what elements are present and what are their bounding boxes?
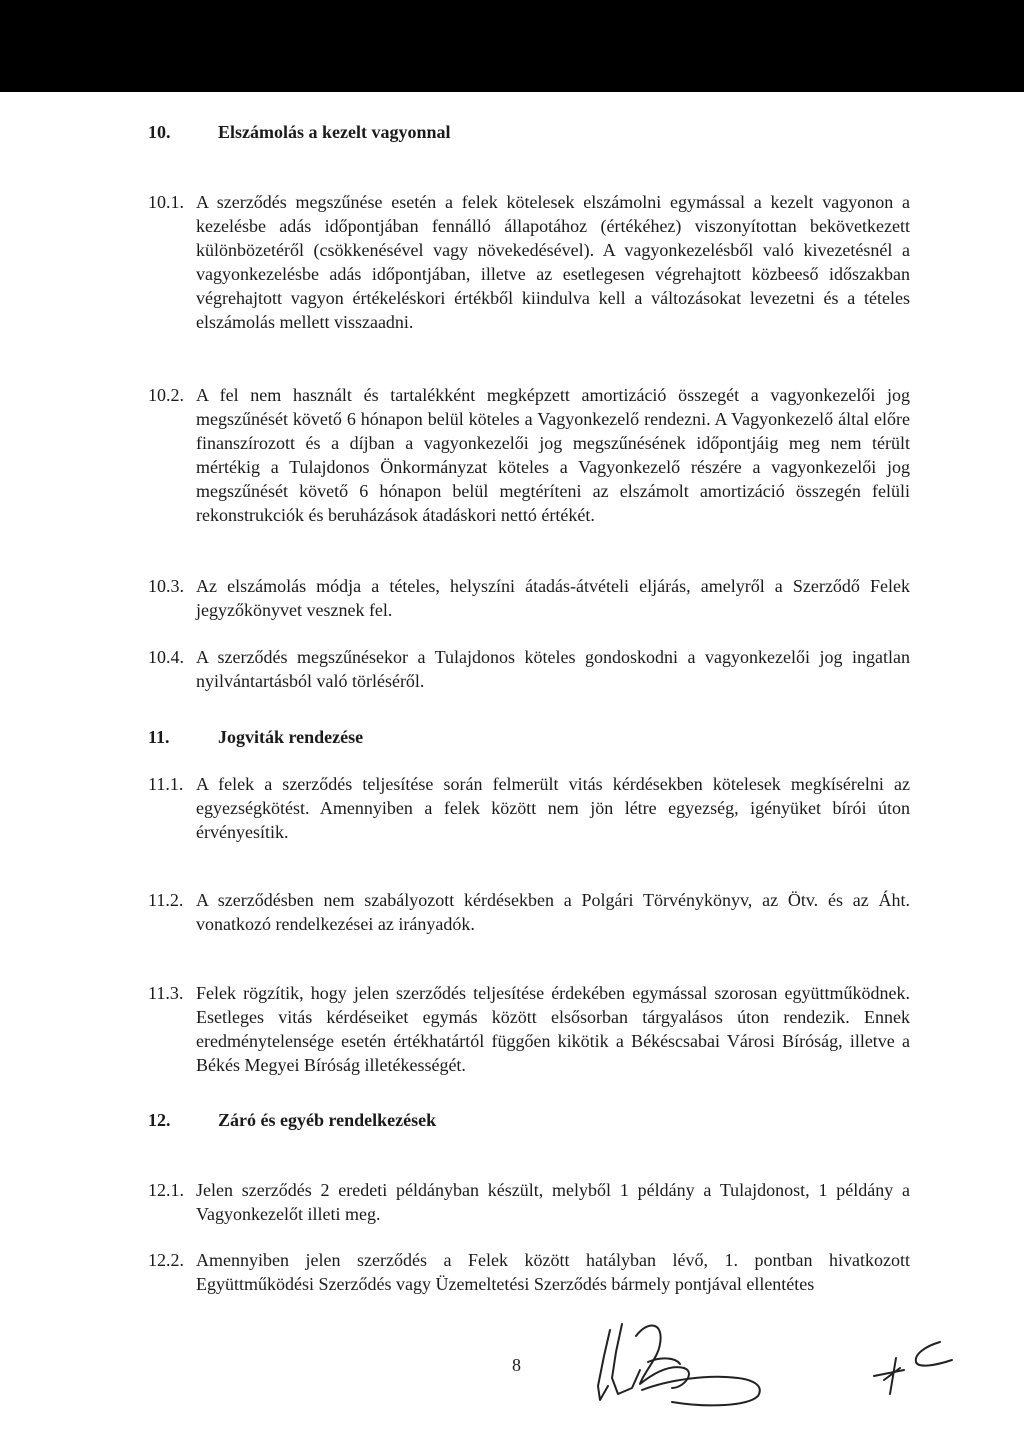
section-number: 12. — [148, 1110, 171, 1130]
paragraph-10-1 — [148, 190, 910, 334]
paragraph-11-2 — [148, 888, 910, 936]
paragraph-number: 11.1. — [148, 774, 184, 794]
scan-black-border — [0, 0, 1024, 92]
paragraph-text: A szerződés megszűnésekor a Tulajdonos köteles gondoskodni a vagyonkezelői jog ingatlan nyilvántartásból való törléséről. — [196, 647, 910, 691]
paragraph-text: A szerződés megszűnése esetén a felek kötelesek elszámolni egymással a kezelt vagyonon a kezelésbe adás időpontjában fennálló állapotához (értékéhez) viszonyítottan bekövetkezett különbözetéről (csökkenésével vagy növekedésével). A vagyonkezelésből való kivezetésnél a vagyonkezelésbe adás időpontjában, illetve az esetlegesen végrehajtott közbeeső időszakban végrehajtott vagyon értékeléskori értékből kiindulva kell a változásokat levezetni és a tételes elszámolás mellett visszaadni. — [196, 192, 910, 332]
paragraph-number: 10.1. — [148, 192, 184, 212]
section-heading-10 — [148, 122, 451, 143]
paragraph-10-3 — [148, 574, 910, 622]
paragraph-text: A felek a szerződés teljesítése során felmerült vitás kérdésekben kötelesek megkísérelni az egyezségkötést. Amennyiben a felek között nem jön létre egyezség, igényüket bírói úton érvényesítik. — [196, 774, 910, 842]
paragraph-11-1 — [148, 772, 910, 844]
signature-2 — [860, 1330, 960, 1400]
paragraph-text: Jelen szerződés 2 eredeti példányban készült, melyből 1 példány a Tulajdonost, 1 példány a Vagyonkezelőt illeti meg. — [196, 1180, 910, 1224]
section-number: 11. — [148, 727, 170, 747]
section-heading-11 — [148, 727, 363, 748]
paragraph-text: Felek rögzítik, hogy jelen szerződés teljesítése érdekében egymással szorosan együttműködnek. Esetleges vitás kérdéseiket egymás között elsősorban tárgyalásos úton rendezik. Ennek eredménytelensége esetén értékhatártól függően kikötik a Békéscsabai Városi Bíróság, illetve a Békés Megyei Bíróság illetékességét. — [196, 983, 910, 1075]
paragraph-text: Az elszámolás módja a tételes, helyszíni átadás-átvételi eljárás, amelyről a Szerződő Felek jegyzőkönyvet vesznek fel. — [196, 576, 910, 620]
paragraph-number: 11.3. — [148, 983, 184, 1003]
paragraph-11-3 — [148, 981, 910, 1077]
paragraph-number: 10.3. — [148, 576, 184, 596]
section-heading-12 — [148, 1110, 436, 1131]
section-title: Jogviták rendezése — [218, 727, 364, 747]
paragraph-10-4 — [148, 645, 910, 693]
section-title: Záró és egyéb rendelkezések — [218, 1110, 437, 1130]
paragraph-number: 11.2. — [148, 890, 184, 910]
paragraph-number: 12.1. — [148, 1180, 184, 1200]
section-number: 10. — [148, 122, 171, 142]
paragraph-number: 10.4. — [148, 647, 184, 667]
paragraph-text: A fel nem használt és tartalékként megképzett amortizáció összegét a vagyonkezelői jog megszűnését követő 6 hónapon belül köteles a Vagyonkezelő rendezni. A Vagyonkezelő által előre finanszírozott és a díjban a vagyonkezelői jog megszűnésének időpontjáig meg nem térült mértékig a Tulajdonos Önkormányzat köteles a Vagyonkezelő részére a vagyonkezelői jog megszűnését követő 6 hónapon belül megtéríteni az elszámolt amortizáció összegén felüli rekonstrukciók és beruházások átadáskori nettó értékét. — [196, 385, 910, 525]
paragraph-12-2 — [148, 1248, 910, 1296]
signature-1 — [588, 1316, 778, 1416]
page-number: 8 — [512, 1355, 521, 1375]
section-title: Elszámolás a kezelt vagyonnal — [218, 122, 451, 142]
paragraph-12-1 — [148, 1178, 910, 1226]
paragraph-number: 10.2. — [148, 385, 184, 405]
paragraph-text: Amennyiben jelen szerződés a Felek között hatályban lévő, 1. pontban hivatkozott Együttműködési Szerződés vagy Üzemeltetési Szerződés bármely pontjával ellentétes — [196, 1250, 910, 1294]
paragraph-text: A szerződésben nem szabályozott kérdésekben a Polgári Törvénykönyv, az Ötv. és az Áht. vonatkozó rendelkezései az irányadók. — [196, 890, 910, 934]
paragraph-number: 12.2. — [148, 1250, 184, 1270]
paragraph-10-2 — [148, 383, 910, 527]
